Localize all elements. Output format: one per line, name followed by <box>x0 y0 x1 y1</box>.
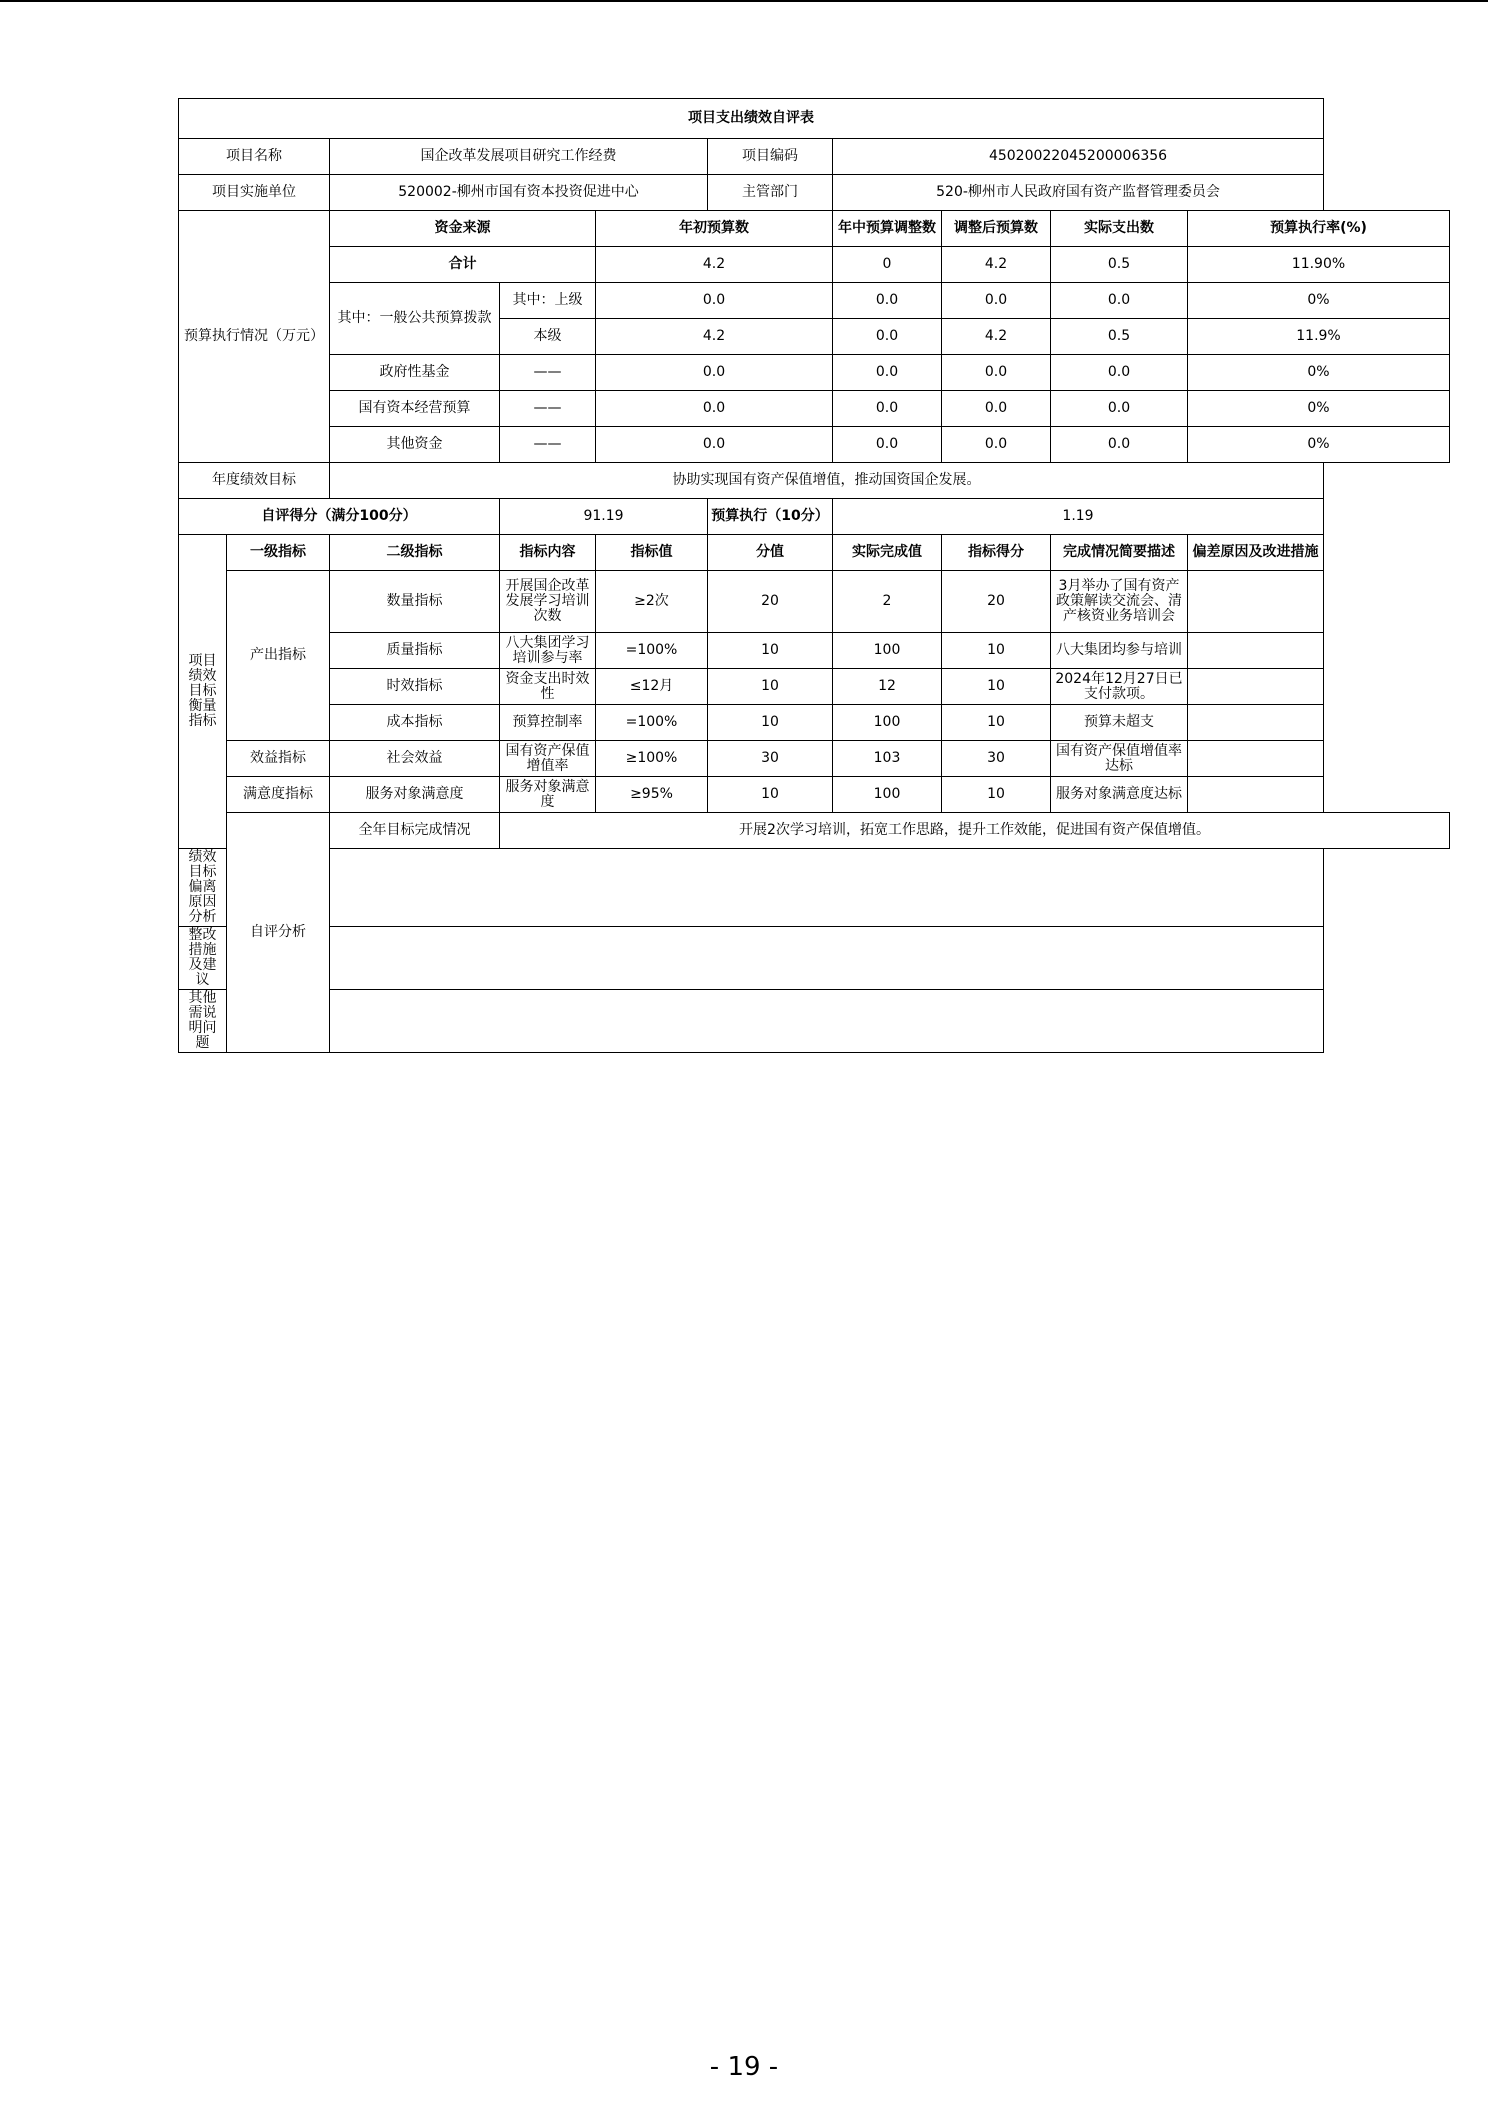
indicator-level2: 质量指标 <box>330 633 500 669</box>
budget-upper-row <box>179 283 1450 319</box>
budget-total-row <box>179 247 1450 283</box>
indicator-desc: 3月举办了国有资产政策解读交流会、清产核资业务培训会 <box>1051 571 1188 633</box>
indicator-header-content: 指标内容 <box>500 535 596 571</box>
annual-goal-text: 协助实现国有资产保值增值，推动国资国企发展。 <box>330 463 1324 499</box>
indicator-reason <box>1188 777 1324 813</box>
budget-upper-mid: 0.0 <box>833 283 942 319</box>
indicator-actual: 12 <box>833 669 942 705</box>
page-top-border <box>0 0 1488 2</box>
indicator-actual: 103 <box>833 741 942 777</box>
indicator-target: ≤12月 <box>596 669 708 705</box>
indicator-score: 10 <box>942 633 1051 669</box>
page-number: - 19 - <box>709 2052 779 2082</box>
indicator-score: 10 <box>942 705 1051 741</box>
performance-self-evaluation-table <box>178 98 1450 1053</box>
indicator-weight: 10 <box>708 633 833 669</box>
budget-header-mid: 年中预算调整数 <box>833 211 942 247</box>
budget-local-rate: 11.9% <box>1188 319 1450 355</box>
budget-total-label: 合计 <box>330 247 596 283</box>
analysis-deviation-row <box>179 849 1450 927</box>
budget-total-mid: 0 <box>833 247 942 283</box>
analysis-text: 开展2次学习培训，拓宽工作思路，提升工作效能，促进国有资产保值增值。 <box>500 813 1450 849</box>
indicator-benefit-label: 效益指标 <box>227 741 330 777</box>
analysis-rectification-row <box>179 927 1450 990</box>
indicator-target: =100% <box>596 705 708 741</box>
annual-goal-row <box>179 463 1450 499</box>
indicator-reason <box>1188 741 1324 777</box>
budget-other-adjusted: 0.0 <box>942 427 1051 463</box>
budget-other-row <box>179 427 1450 463</box>
indicator-header-level2: 二级指标 <box>330 535 500 571</box>
table-title: 项目支出绩效自评表 <box>179 99 1324 139</box>
indicator-actual: 100 <box>833 633 942 669</box>
indicator-score: 10 <box>942 777 1051 813</box>
budget-fund-mid: 0.0 <box>833 355 942 391</box>
indicator-content: 八大集团学习培训参与率 <box>500 633 596 669</box>
indicator-weight: 20 <box>708 571 833 633</box>
impl-unit-value: 520002-柳州市国有资本投资促进中心 <box>330 175 708 211</box>
budget-other-mid: 0.0 <box>833 427 942 463</box>
indicator-actual: 100 <box>833 705 942 741</box>
indicator-reason <box>1188 705 1324 741</box>
budget-fund-rate: 0% <box>1188 355 1450 391</box>
indicator-reason <box>1188 669 1324 705</box>
budget-header-actual: 实际支出数 <box>1051 211 1188 247</box>
project-name-label: 项目名称 <box>179 139 330 175</box>
indicator-desc: 预算未超支 <box>1051 705 1188 741</box>
budget-state-capital-row <box>179 391 1450 427</box>
indicator-header-level1: 一级指标 <box>227 535 330 571</box>
dept-value: 520-柳州市人民政府国有资产监督管理委员会 <box>833 175 1324 211</box>
budget-exec-value: 1.19 <box>833 499 1324 535</box>
indicator-header-row <box>179 535 1450 571</box>
indicator-header-reason: 偏差原因及改进措施 <box>1188 535 1324 571</box>
budget-upper-actual: 0.0 <box>1051 283 1188 319</box>
indicator-content: 开展国企改革发展学习培训次数 <box>500 571 596 633</box>
indicator-reason <box>1188 633 1324 669</box>
budget-other-initial: 0.0 <box>596 427 833 463</box>
indicator-header-weight: 分值 <box>708 535 833 571</box>
indicator-desc: 八大集团均参与培训 <box>1051 633 1188 669</box>
budget-total-rate: 11.90% <box>1188 247 1450 283</box>
indicator-social-row <box>179 741 1450 777</box>
indicator-section-label: 项目绩效目标衡量指标 <box>179 535 227 849</box>
budget-fund-label: 政府性基金 <box>330 355 500 391</box>
indicator-target: =100% <box>596 633 708 669</box>
indicator-desc: 服务对象满意度达标 <box>1051 777 1188 813</box>
indicator-header-actual: 实际完成值 <box>833 535 942 571</box>
indicator-actual: 2 <box>833 571 942 633</box>
budget-section-label: 预算执行情况（万元） <box>179 211 330 463</box>
indicator-header-target: 指标值 <box>596 535 708 571</box>
indicator-reason <box>1188 571 1324 633</box>
analysis-label: 全年目标完成情况 <box>330 813 500 849</box>
budget-fund-dash: —— <box>500 355 596 391</box>
indicator-target: ≥2次 <box>596 571 708 633</box>
indicator-content: 资金支出时效性 <box>500 669 596 705</box>
indicator-output-label: 产出指标 <box>227 571 330 741</box>
budget-upper-adjusted: 0.0 <box>942 283 1051 319</box>
budget-fund-adjusted: 0.0 <box>942 355 1051 391</box>
analysis-section-label: 自评分析 <box>227 813 330 1053</box>
budget-local-actual: 0.5 <box>1051 319 1188 355</box>
analysis-text <box>330 849 1324 927</box>
indicator-desc: 2024年12月27日已支付款项。 <box>1051 669 1188 705</box>
indicator-weight: 30 <box>708 741 833 777</box>
budget-header-adjusted: 调整后预算数 <box>942 211 1051 247</box>
indicator-quantity-row <box>179 571 1450 633</box>
budget-exec-label: 预算执行（10分） <box>708 499 833 535</box>
budget-state-capital-label: 国有资本经营预算 <box>330 391 500 427</box>
budget-local-label: 本级 <box>500 319 596 355</box>
budget-upper-initial: 0.0 <box>596 283 833 319</box>
budget-total-adjusted: 4.2 <box>942 247 1051 283</box>
indicator-score: 10 <box>942 669 1051 705</box>
indicator-header-desc: 完成情况简要描述 <box>1051 535 1188 571</box>
indicator-level2: 数量指标 <box>330 571 500 633</box>
budget-local-adjusted: 4.2 <box>942 319 1051 355</box>
indicator-header-score: 指标得分 <box>942 535 1051 571</box>
budget-other-label: 其他资金 <box>330 427 500 463</box>
analysis-label: 其他需说明问题 <box>179 990 227 1053</box>
budget-header-rate: 预算执行率(%) <box>1188 211 1450 247</box>
indicator-content: 国有资产保值增值率 <box>500 741 596 777</box>
project-code-label: 项目编码 <box>708 139 833 175</box>
budget-state-capital-dash: —— <box>500 391 596 427</box>
budget-header-source: 资金来源 <box>330 211 596 247</box>
budget-local-mid: 0.0 <box>833 319 942 355</box>
indicator-cost-row <box>179 705 1450 741</box>
budget-state-capital-adjusted: 0.0 <box>942 391 1051 427</box>
budget-state-capital-mid: 0.0 <box>833 391 942 427</box>
indicator-score: 20 <box>942 571 1051 633</box>
indicator-weight: 10 <box>708 777 833 813</box>
indicator-timeliness-row <box>179 669 1450 705</box>
budget-header-initial: 年初预算数 <box>596 211 833 247</box>
impl-unit-label: 项目实施单位 <box>179 175 330 211</box>
budget-upper-label: 其中：上级 <box>500 283 596 319</box>
dept-label: 主管部门 <box>708 175 833 211</box>
budget-general-label: 其中：一般公共预算拨款 <box>330 283 500 355</box>
indicator-satisfaction-label: 满意度指标 <box>227 777 330 813</box>
project-name-row <box>179 139 1450 175</box>
indicator-desc: 国有资产保值增值率达标 <box>1051 741 1188 777</box>
indicator-target: ≥100% <box>596 741 708 777</box>
analysis-label: 绩效目标偏离原因分析 <box>179 849 227 927</box>
score-label: 自评得分（满分100分） <box>179 499 500 535</box>
indicator-content: 服务对象满意度 <box>500 777 596 813</box>
analysis-other-row <box>179 990 1450 1053</box>
budget-total-initial: 4.2 <box>596 247 833 283</box>
budget-state-capital-actual: 0.0 <box>1051 391 1188 427</box>
indicator-target: ≥95% <box>596 777 708 813</box>
analysis-label: 整改措施及建议 <box>179 927 227 990</box>
project-code-value: 45020022045200006356 <box>833 139 1324 175</box>
budget-state-capital-rate: 0% <box>1188 391 1450 427</box>
indicator-weight: 10 <box>708 669 833 705</box>
title-row <box>179 99 1450 139</box>
budget-fund-actual: 0.0 <box>1051 355 1188 391</box>
budget-other-dash: —— <box>500 427 596 463</box>
project-name-value: 国企改革发展项目研究工作经费 <box>330 139 708 175</box>
budget-local-initial: 4.2 <box>596 319 833 355</box>
analysis-text <box>330 927 1324 990</box>
indicator-content: 预算控制率 <box>500 705 596 741</box>
indicator-actual: 100 <box>833 777 942 813</box>
score-value: 91.19 <box>500 499 708 535</box>
budget-other-actual: 0.0 <box>1051 427 1188 463</box>
score-row <box>179 499 1450 535</box>
indicator-level2: 成本指标 <box>330 705 500 741</box>
budget-fund-row <box>179 355 1450 391</box>
indicator-satisfaction-row <box>179 777 1450 813</box>
annual-goal-label: 年度绩效目标 <box>179 463 330 499</box>
indicator-weight: 10 <box>708 705 833 741</box>
analysis-text <box>330 990 1324 1053</box>
budget-fund-initial: 0.0 <box>596 355 833 391</box>
performance-table-sheet <box>178 98 1450 1053</box>
budget-state-capital-initial: 0.0 <box>596 391 833 427</box>
impl-unit-row <box>179 175 1450 211</box>
budget-upper-rate: 0% <box>1188 283 1450 319</box>
indicator-quality-row <box>179 633 1450 669</box>
budget-other-rate: 0% <box>1188 427 1450 463</box>
indicator-level2: 时效指标 <box>330 669 500 705</box>
indicator-level2: 服务对象满意度 <box>330 777 500 813</box>
indicator-score: 30 <box>942 741 1051 777</box>
budget-total-actual: 0.5 <box>1051 247 1188 283</box>
budget-header-row <box>179 211 1450 247</box>
indicator-level2: 社会效益 <box>330 741 500 777</box>
analysis-completion-row <box>179 813 1450 849</box>
